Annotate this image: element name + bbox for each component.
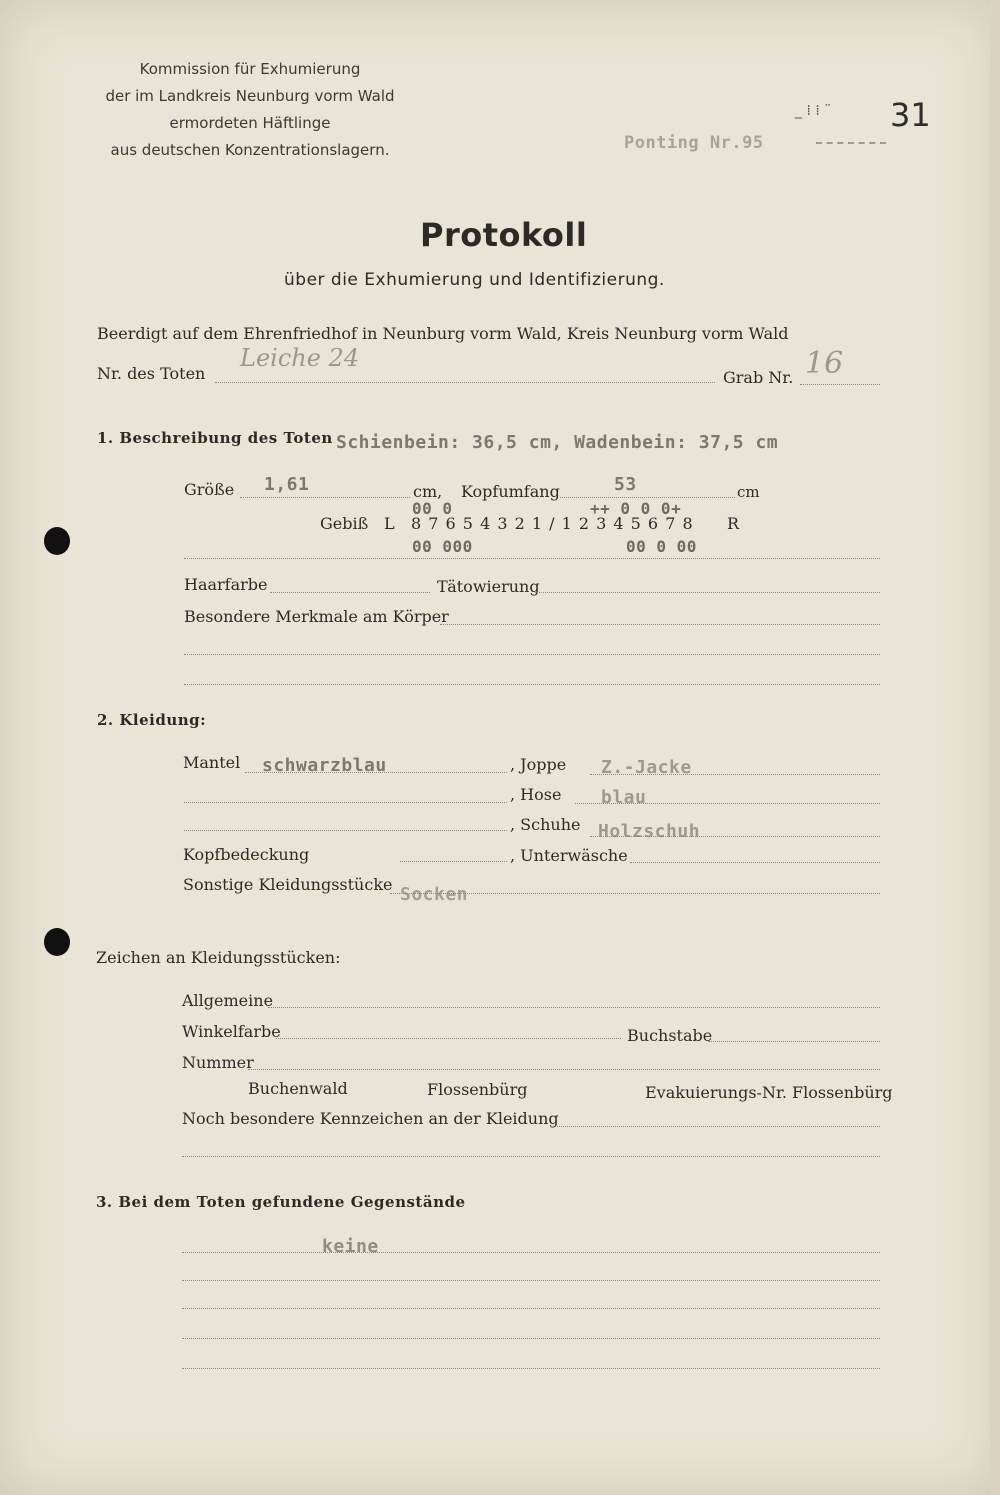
header-line-3: ermordeten Häftlinge <box>169 114 331 132</box>
noch-label: Noch besondere Kennzeichen an der Kleidung <box>182 1109 559 1128</box>
header-line-1: Kommission für Exhumierung <box>139 60 361 78</box>
section-3-value: keine <box>322 1236 379 1257</box>
reference-dash <box>816 142 886 144</box>
punch-hole-bottom <box>44 928 70 956</box>
nummer-label: Nummer <box>182 1053 254 1072</box>
allgemeine-line <box>268 1007 880 1008</box>
noch-line-2 <box>182 1156 880 1157</box>
zeichen-heading: Zeichen an Kleidungsstücken: <box>96 948 341 967</box>
kopfumfang-unit: cm <box>737 483 760 501</box>
gebiss-lower-right: 00 0 00 <box>626 537 697 556</box>
nr-des-toten-line <box>215 382 715 383</box>
merkmale-line-3 <box>184 684 880 685</box>
sonstige-label: Sonstige Kleidungsstücke <box>183 875 393 894</box>
unterwaesche-line <box>630 862 880 863</box>
flossenbuerg-label: Flossenbürg <box>427 1080 528 1099</box>
nummer-line <box>248 1069 880 1070</box>
winkelfarbe-label: Winkelfarbe <box>182 1022 281 1041</box>
gebiss-upper-right: ++ 0 0 0+ <box>590 499 682 518</box>
kopfumfang-line <box>560 497 735 498</box>
page-subtitle: über die Exhumierung und Identifizierung. <box>284 270 665 290</box>
joppe-value: Z.-Jacke <box>601 757 692 778</box>
kopfbedeckung-label: Kopfbedeckung <box>183 845 310 864</box>
gebiss-label: Gebiß <box>320 514 369 533</box>
gegenstaende-line-3 <box>182 1308 880 1309</box>
gebiss-lower-left: 00 000 <box>412 537 473 556</box>
buchenwald-label: Buchenwald <box>248 1079 348 1098</box>
nr-des-toten-value: Leiche 24 <box>240 344 360 372</box>
haarfarbe-label: Haarfarbe <box>184 575 268 594</box>
punch-hole-top <box>44 527 70 555</box>
section-1-heading: 1. Beschreibung des Toten <box>97 429 333 447</box>
sonstige-value: Socken <box>400 884 469 905</box>
winkelfarbe-line <box>276 1038 621 1039</box>
groesse-unit: cm, <box>413 482 443 501</box>
gebiss-l: L <box>384 514 395 533</box>
buchstabe-line <box>708 1041 880 1042</box>
grab-nr-value: 16 <box>805 346 844 381</box>
grab-nr-line <box>800 384 880 385</box>
paper-edge <box>990 0 1000 1495</box>
schuhe-label: , Schuhe <box>510 815 581 834</box>
hose-line <box>575 803 880 804</box>
noch-line-1 <box>550 1126 880 1127</box>
gegenstaende-line-2 <box>182 1280 880 1281</box>
allgemeine-label: Allgemeine <box>182 991 274 1010</box>
header-line-2: der im Landkreis Neunburg vorm Wald <box>105 87 395 105</box>
bones-measurement: Schienbein: 36,5 cm, Wadenbein: 37,5 cm <box>336 432 779 453</box>
merkmale-line-2 <box>184 654 880 655</box>
burial-text: Beerdigt auf dem Ehrenfriedhof in Neunburg vorm Wald, Kreis Neunburg vorm Wald <box>97 324 789 343</box>
gegenstaende-line-1 <box>182 1252 880 1253</box>
reference-number: Ponting Nr.95 <box>624 133 764 153</box>
kopfumfang-label: Kopfumfang <box>461 482 560 501</box>
taetowierung-line <box>535 592 880 593</box>
page-title: Protokoll <box>420 216 588 254</box>
section-3-heading: 3. Bei dem Toten gefundene Gegenstände <box>96 1193 466 1211</box>
gegenstaende-line-4 <box>182 1338 880 1339</box>
gegenstaende-line-5 <box>182 1368 880 1369</box>
joppe-line <box>590 774 880 775</box>
hose-label: , Hose <box>510 785 562 804</box>
gebiss-upper-left: 00 0 <box>412 499 453 518</box>
schuhe-value: Holzschuh <box>598 821 701 842</box>
unterwaesche-label: , Unterwäsche <box>510 846 628 865</box>
hose-value: blau <box>601 787 647 808</box>
haarfarbe-line <box>270 592 430 593</box>
gebiss-r: R <box>727 514 740 533</box>
gebiss-line <box>184 558 880 559</box>
groesse-line <box>240 497 410 498</box>
merkmale-line-1 <box>440 624 880 625</box>
mantel-label: Mantel <box>183 753 241 772</box>
header-line-4: aus deutschen Konzentrationslagern. <box>110 141 390 159</box>
mantel-line-3 <box>184 830 507 831</box>
buchstabe-label: Buchstabe <box>627 1026 713 1045</box>
groesse-value: 1,61 <box>264 474 310 495</box>
stamp-mark: _ ⁞ ⁞ ¨ <box>795 103 832 119</box>
merkmale-label: Besondere Merkmale am Körper <box>184 607 449 626</box>
gebiss-teeth: 8 7 6 5 4 3 2 1 / 1 2 3 4 5 6 7 8 <box>411 514 694 533</box>
mantel-line <box>245 772 507 773</box>
section-2-heading: 2. Kleidung: <box>97 711 207 729</box>
joppe-label: , Joppe <box>510 755 567 774</box>
kopfumfang-value: 53 <box>614 474 637 495</box>
page-number: 31 <box>890 96 931 134</box>
grab-nr-label: Grab Nr. <box>723 368 794 387</box>
kopfbedeckung-line <box>400 861 507 862</box>
mantel-value: schwarzblau <box>262 755 387 776</box>
mantel-line-2 <box>184 802 507 803</box>
evakuierung-label: Evakuierungs-Nr. Flossenbürg <box>645 1083 893 1102</box>
sonstige-line <box>390 893 880 894</box>
taetowierung-label: Tätowierung <box>437 577 540 596</box>
groesse-label: Größe <box>184 480 235 499</box>
nr-des-toten-label: Nr. des Toten <box>97 364 206 383</box>
schuhe-line <box>590 836 880 837</box>
